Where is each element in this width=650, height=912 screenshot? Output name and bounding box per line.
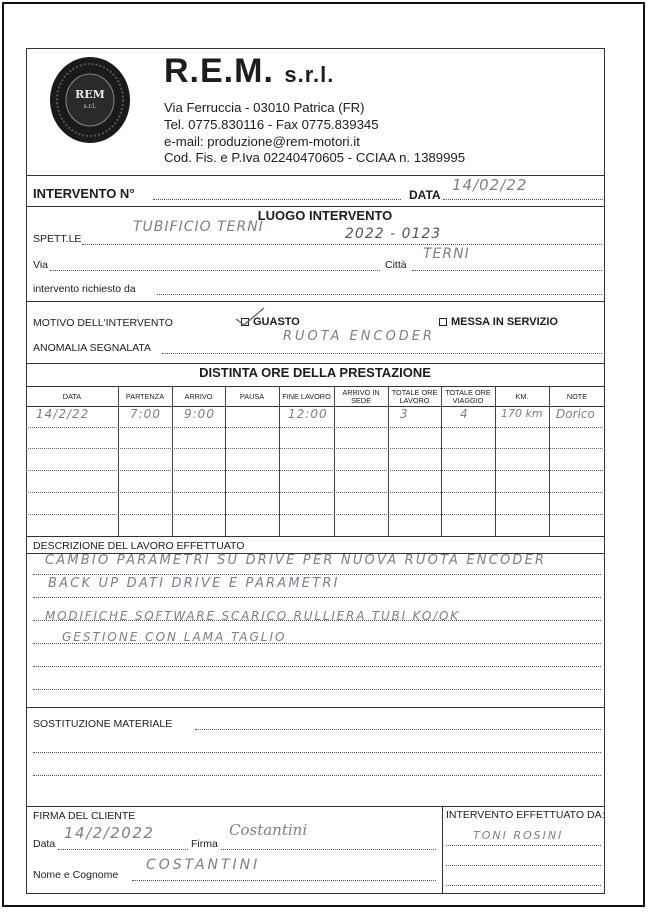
table-cell-totale-lavoro: 3 [400, 407, 409, 421]
firma-data-label: Data [33, 838, 56, 850]
descrizione-line[interactable] [33, 597, 601, 598]
column-divider [442, 806, 443, 894]
table-cell-note: Dorico [556, 407, 595, 421]
spett-value: TUBIFICIO TERNI [133, 219, 264, 235]
effettuato-label: INTERVENTO EFFETTUATO DA: [446, 809, 605, 821]
table-header: PARTENZA [125, 392, 165, 401]
table-header: TOTALE ORE LAVORO [391, 388, 438, 405]
messa-checkbox[interactable] [439, 318, 447, 326]
divider [26, 386, 605, 387]
data-label: DATA [409, 188, 441, 202]
table-header: PAUSA [239, 392, 265, 401]
divider [26, 363, 605, 364]
effettuato-value: TONI ROSINI [473, 829, 564, 842]
guasto-label: GUASTO [253, 316, 300, 328]
table-cell-partenza: 7:00 [130, 407, 161, 421]
effettuato-line[interactable] [446, 865, 601, 866]
effettuato-line[interactable] [446, 885, 601, 886]
descrizione-text: BACK UP DATI DRIVE E PARAMETRI [48, 576, 340, 591]
divider [26, 707, 605, 708]
company-name [164, 52, 334, 91]
company-tax-info: Cod. Fis. e P.Iva 02240470605 - CCIAA n. 1389995 [164, 150, 466, 165]
spett-label: SPETT.LE [33, 233, 82, 245]
divider [26, 206, 605, 207]
table-header: FINE LAVORO [282, 392, 331, 401]
citta-value: TERNI [423, 246, 470, 262]
company-email: e-mail: produzione@rem-motori.it [164, 134, 360, 149]
nome-field[interactable] [132, 880, 436, 881]
table-cell-fine-lavoro: 12:00 [288, 407, 328, 421]
table-row-divider [26, 514, 605, 515]
table-row-divider [26, 470, 605, 471]
effettuato-line[interactable] [446, 845, 601, 846]
anomalia-field[interactable] [162, 353, 602, 354]
intervento-number-label: INTERVENTO N° [33, 186, 135, 201]
table-header: ARRIVO [184, 392, 213, 401]
company-phone: Tel. 0775.830116 - Fax 0775.839345 [164, 117, 379, 132]
nome-label: Nome e Cognome [33, 869, 119, 881]
spett-code: 2022 - 0123 [345, 226, 442, 242]
descrizione-line[interactable] [33, 574, 601, 575]
data-value: 14/02/22 [452, 176, 528, 194]
intervento-number-field[interactable] [153, 199, 401, 200]
descrizione-label: DESCRIZIONE DEL LAVORO EFFETTUATO [33, 540, 245, 552]
table-cell-data: 14/2/22 [36, 407, 90, 421]
messa-label: MESSA IN SERVIZIO [451, 316, 558, 328]
company-logo [49, 56, 131, 144]
sostituzione-line[interactable] [195, 729, 601, 730]
anomalia-label: ANOMALIA SEGNALATA [33, 342, 152, 354]
nome-value: COSTANTINI [146, 857, 261, 873]
via-field[interactable] [50, 270, 380, 271]
descrizione-text: MODIFICHE SOFTWARE SCARICO RULLIERA TUBI KO/OK [45, 609, 460, 623]
data-field[interactable] [443, 199, 603, 200]
table-row-divider [26, 427, 605, 428]
checkmark-icon [234, 305, 274, 327]
divider [26, 536, 605, 537]
messa-option[interactable] [439, 316, 558, 328]
table-row-divider [26, 492, 605, 493]
divider [26, 301, 605, 302]
table-cell-arrivo: 9:00 [184, 407, 215, 421]
sostituzione-label: SOSTITUZIONE MATERIALE [33, 718, 173, 730]
table-header: NOTE [566, 392, 588, 401]
firma-data-value: 14/2/2022 [64, 824, 155, 842]
firma-cliente-label: FIRMA DEL CLIENTE [33, 810, 136, 822]
table-header: TOTALE ORE VIAGGIO [445, 388, 491, 405]
sostituzione-line[interactable] [33, 775, 601, 776]
table-header: ARRIVO IN SEDE [342, 388, 380, 405]
table-cell-totale-viaggio: 4 [460, 407, 469, 421]
logo-subtext: s.r.l. [83, 103, 97, 110]
richiesto-field[interactable] [157, 294, 602, 295]
table-row-divider [26, 448, 605, 449]
sostituzione-line[interactable] [33, 752, 601, 753]
firma-field[interactable] [221, 849, 436, 850]
descrizione-text: GESTIONE CON LAMA TAGLIO [62, 630, 287, 644]
table-header: DATA [62, 392, 82, 401]
company-name-suffix: s.r.l. [284, 62, 335, 87]
logo-text: REM [75, 88, 105, 101]
descrizione-text: CAMBIO PARAMETRI SU DRIVE PER NUOVA RUOTA ENCODER [45, 553, 547, 568]
spett-field[interactable] [82, 244, 602, 245]
anomalia-value: RUOTA ENCODER [283, 329, 436, 344]
luogo-title: LUOGO INTERVENTO [257, 208, 393, 223]
citta-field[interactable] [412, 270, 602, 271]
divider [26, 806, 605, 807]
firma-signature: Costantini [229, 821, 308, 839]
richiesto-label: intervento richiesto da [33, 283, 136, 295]
descrizione-line[interactable] [33, 689, 601, 690]
company-name-main: R.E.M. [164, 52, 274, 90]
distinta-title: DISTINTA ORE DELLA PRESTAZIONE [199, 365, 431, 380]
table-cell-km: 170 km [501, 407, 543, 420]
firma-data-field[interactable] [58, 849, 188, 850]
citta-label: Città [385, 259, 407, 271]
table-header: KM. [515, 392, 529, 401]
via-label: Via [33, 259, 48, 271]
descrizione-line[interactable] [33, 666, 601, 667]
firma-label: Firma [191, 838, 218, 850]
motivo-label: MOTIVO DELL'INTERVENTO [33, 317, 173, 329]
company-address: Via Ferruccia - 03010 Patrica (FR) [164, 100, 365, 115]
